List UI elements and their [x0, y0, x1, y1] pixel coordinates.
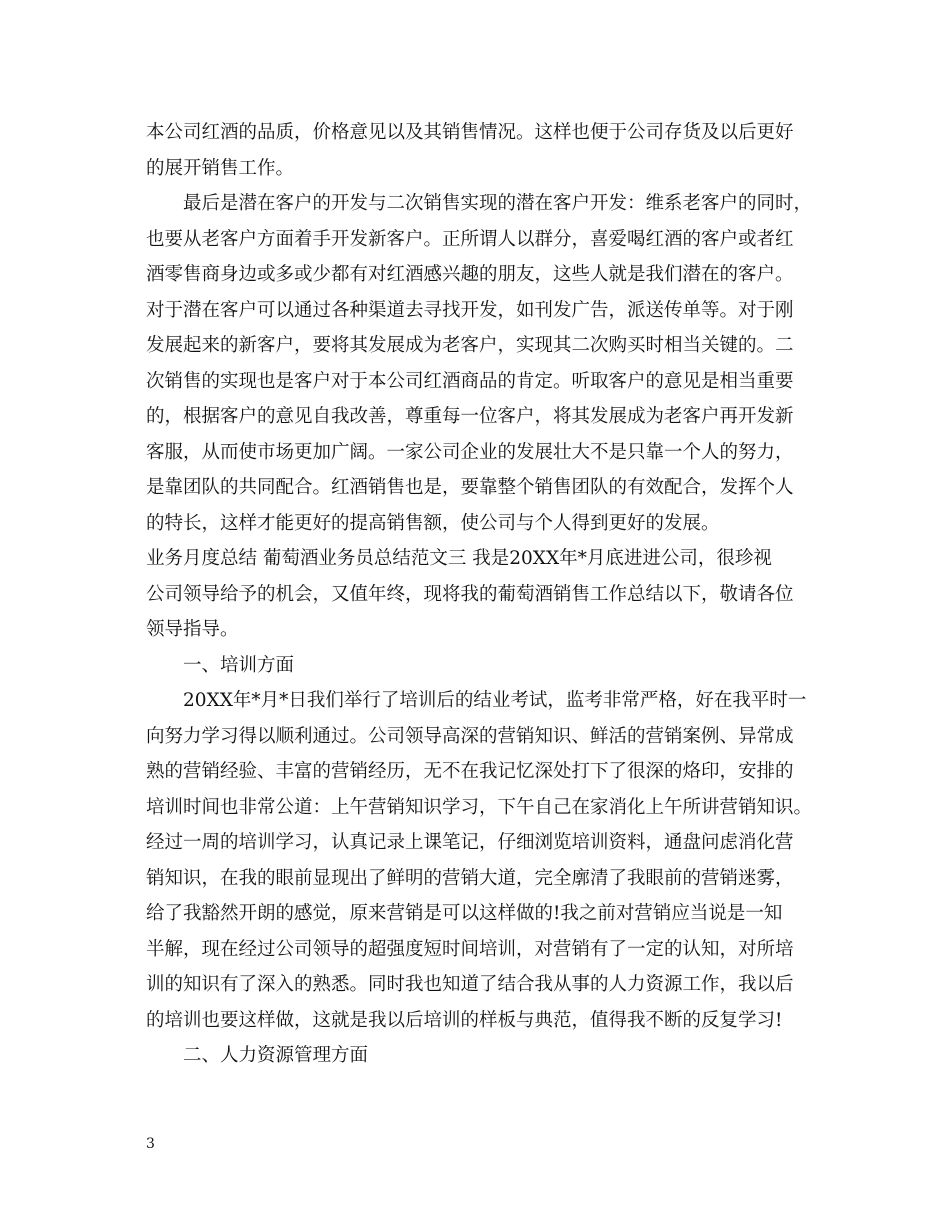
text-line: 的，根据客户的意见自我改善，尊重每一位客户，将其发展成为老客户再开发新 [146, 406, 794, 427]
text-line: 次销售的实现也是客户对于本公司红酒商品的肯定。听取客户的意见是相当重要 [146, 370, 794, 392]
text-line: 训的知识有了深入的熟悉。同时我也知道了结合我从事的人力资源工作，我以后 [146, 974, 794, 995]
text-line: 销知识，在我的眼前显现出了鲜明的营销大道，完全廓清了我眼前的营销迷雾， [146, 867, 794, 889]
text-line: 半解，现在经过公司领导的超强度短时间培训，对营销有了一定的认知，对所培 [146, 938, 794, 960]
text-line: 二、人力资源管理方面 [183, 1045, 369, 1066]
page-number: 3 [146, 1136, 155, 1152]
text-line: 是靠团队的共同配合。红酒销售也是，要靠整个销售团队的有效配合，发挥个人 [146, 477, 794, 498]
text-line: 给了我豁然开朗的感觉，原来营销是可以这样做的!我之前对营销应当说是一知 [146, 903, 783, 924]
text-line: 公司领导给予的机会，又值年终，现将我的葡萄酒销售工作总结以下，敬请各位 [146, 583, 794, 605]
text-line: 最后是潜在客户的开发与二次销售实现的潜在客户开发：维系老客户的同时， [183, 193, 813, 214]
text-line: 经过一周的培训学习，认真记录上课笔记，仔细浏览培训资料，通盘问虑消化营 [146, 832, 794, 853]
text-line: 20XX年*月*日我们举行了培训后的结业考试，监考非常严格，好在我平时一 [183, 690, 807, 711]
text-line: 本公司红酒的品质，价格意见以及其销售情况。这样也便于公司存货及以后更好 [146, 122, 794, 143]
text-line: 培训时间也非常公道：上午营销知识学习，下午自己在家消化上午所讲营销知识。 [146, 796, 813, 818]
text-line: 也要从老客户方面着手开发新客户。正所谓人以群分，喜爱喝红酒的客户或者红 [146, 228, 794, 250]
text-line: 业务月度总结 葡萄酒业务员总结范文三 我是20XX年*月底进进公司，很珍视 [146, 548, 772, 569]
text-line: 的培训也要这样做，这就是我以后培训的样板与典范，值得我不断的反复学习! [146, 1009, 783, 1031]
text-line: 一、培训方面 [183, 654, 295, 676]
text-line: 的特长，这样才能更好的提高销售额，使公司与个人得到更好的发展。 [146, 512, 720, 534]
text-line: 向努力学习得以顺利通过。公司领导高深的营销知识、鲜活的营销案例、异常成 [146, 725, 794, 747]
text-line: 发展起来的新客户，要将其发展成为老客户，实现其二次购买时相当关键的。二 [146, 335, 794, 356]
text-line: 熟的营销经验、丰富的营销经历，无不在我记忆深处打下了很深的烙印，安排的 [146, 761, 794, 782]
text-line: 对于潜在客户可以通过各种渠道去寻找开发，如刊发广告，派送传单等。对于刚 [146, 299, 794, 321]
text-line: 酒零售商身边或多或少都有对红酒感兴趣的朋友，这些人就是我们潜在的客户。 [146, 264, 794, 285]
text-line: 客服，从而使市场更加广阔。一家公司企业的发展壮大不是只靠一个人的努力， [146, 441, 794, 463]
document-body [146, 115, 813, 1074]
text-line: 领导指导。 [146, 619, 239, 640]
text-line: 的展开销售工作。 [146, 157, 295, 179]
